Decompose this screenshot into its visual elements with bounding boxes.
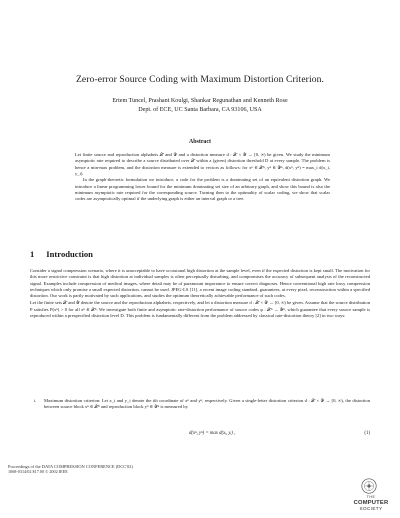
abstract-heading: Abstract — [189, 139, 211, 145]
proceedings-footer — [8, 464, 133, 475]
logo-text-computer: COMPUTER — [353, 499, 389, 506]
section-heading — [30, 249, 93, 259]
equation-number: (1) — [364, 431, 370, 436]
list-item-label: i. — [34, 398, 37, 403]
footer-line-2: 1068-0314/02 $17.00 © 2002 IEEE — [8, 469, 68, 475]
abstract-paragraph: In the graph-theoretic formulation we introduce, a code for the problem is a dominating set of an equivalent distortion graph. We introduce a linear programming lower bound for the minimum dominating set size of an arbitrary graph, and show this bound is also the minimum asymptotic rate required for the corresponding source. Turning then to the optimality of scalar coding, we show that scalar codes are asymptotically optimal if the underlying graph is either an interval graph or a tree. — [75, 177, 330, 202]
logo-text-society: SOCIETY — [359, 506, 383, 512]
author-list: Ertem Tuncel, Prashant Koulgi, Shankar Regunathan and Kenneth Rose — [112, 98, 288, 104]
seal-icon — [361, 478, 377, 494]
logo-text-the: THE — [366, 495, 376, 499]
body-paragraph: Let the finite sets 𝒳 and 𝒴 denote the source and the reproduction alphabets, respectively, and let a distortion measure d : 𝒳 × 𝒴 → [0, ∞) be given. Assume that the source distribution P satisfies P(xⁿ) > 0 for all xⁿ ∈ 𝒳ⁿ. We investigate both finite and asymptotic rate-distortion performance of source codes φ : 𝒳ⁿ → 𝒴ⁿ, which guarantee that every source sample is reproduced within a prespecified distortion level D. This problem is fundamentally different from the problem addressed by classical rate-distortion theory [2] in two ways: — [30, 300, 370, 319]
body-paragraph: Consider a signal compression scenario, where it is unacceptable to have occasional high distortion at the sample level, even if the expected distortion is kept small. The motivation for this more restrictive constraint is that high distortion at individual samples is often perceptually disturbing, and compromises the accuracy of subsequent analysis of the reconstructed signal. Examples include compression of medical images, where detail may be of paramount importance to ensure correct diagnoses. Hence conventional high rate lossy compression techniques which only promise a small expected distortion, cannot be used. JPEG-LS [11], a recent image coding standard, guarantees, at every pixel, reconstruction within a specified distortion. Our work is partly motivated by such applications, and studies the optimum theoretically achievable performance of such codes. — [30, 268, 370, 299]
equation-body: d(xⁿ, yⁿ) = max d(xᵢ, yᵢ) , — [189, 431, 236, 436]
section-number: 1 — [30, 249, 35, 259]
abstract-paragraph: Let finite source and reproduction alphabets 𝒳 and 𝒴 and a distortion measure d : 𝒳 × 𝒴 → [0, ∞) be given. We study the minimum asymptotic rate required to describe a source distributed over 𝒳 within a (given) distortion threshold D at every sample. The problem is hence a min-max problem, and the distortion measure is extended to vectors as follows: for xⁿ ∈ 𝒳ⁿ, yⁿ ∈ 𝒴ⁿ, d(xⁿ, yⁿ) = max_i d(x_i, y_i). — [75, 152, 330, 177]
list-item-text: Maximum distortion criterion: Let x_i and y_i denote the ith coordinate of xⁿ and yⁿ, respectively. Given a single-letter distortion criterion d : 𝒳 × 𝒴 → [0, ∞), the distortion between source block xⁿ ∈ 𝒳ⁿ and reproduction block yⁿ ∈ 𝒴ⁿ is measured by — [44, 398, 370, 410]
section-title: Introduction — [46, 249, 93, 259]
body-text — [30, 268, 370, 320]
computer-society-logo — [346, 478, 396, 514]
list-item — [34, 398, 370, 411]
abstract — [75, 152, 330, 203]
paper-title: Zero-error Source Coding with Maximum Distortion Criterion. — [75, 74, 325, 85]
footer-line-1: Proceedings of the DATA COMPRESSION CONFERENCE (DCC'02) — [8, 464, 133, 469]
affiliation: Dept. of ECE, UC Santa Barbara, CA 93106, USA — [138, 107, 262, 113]
